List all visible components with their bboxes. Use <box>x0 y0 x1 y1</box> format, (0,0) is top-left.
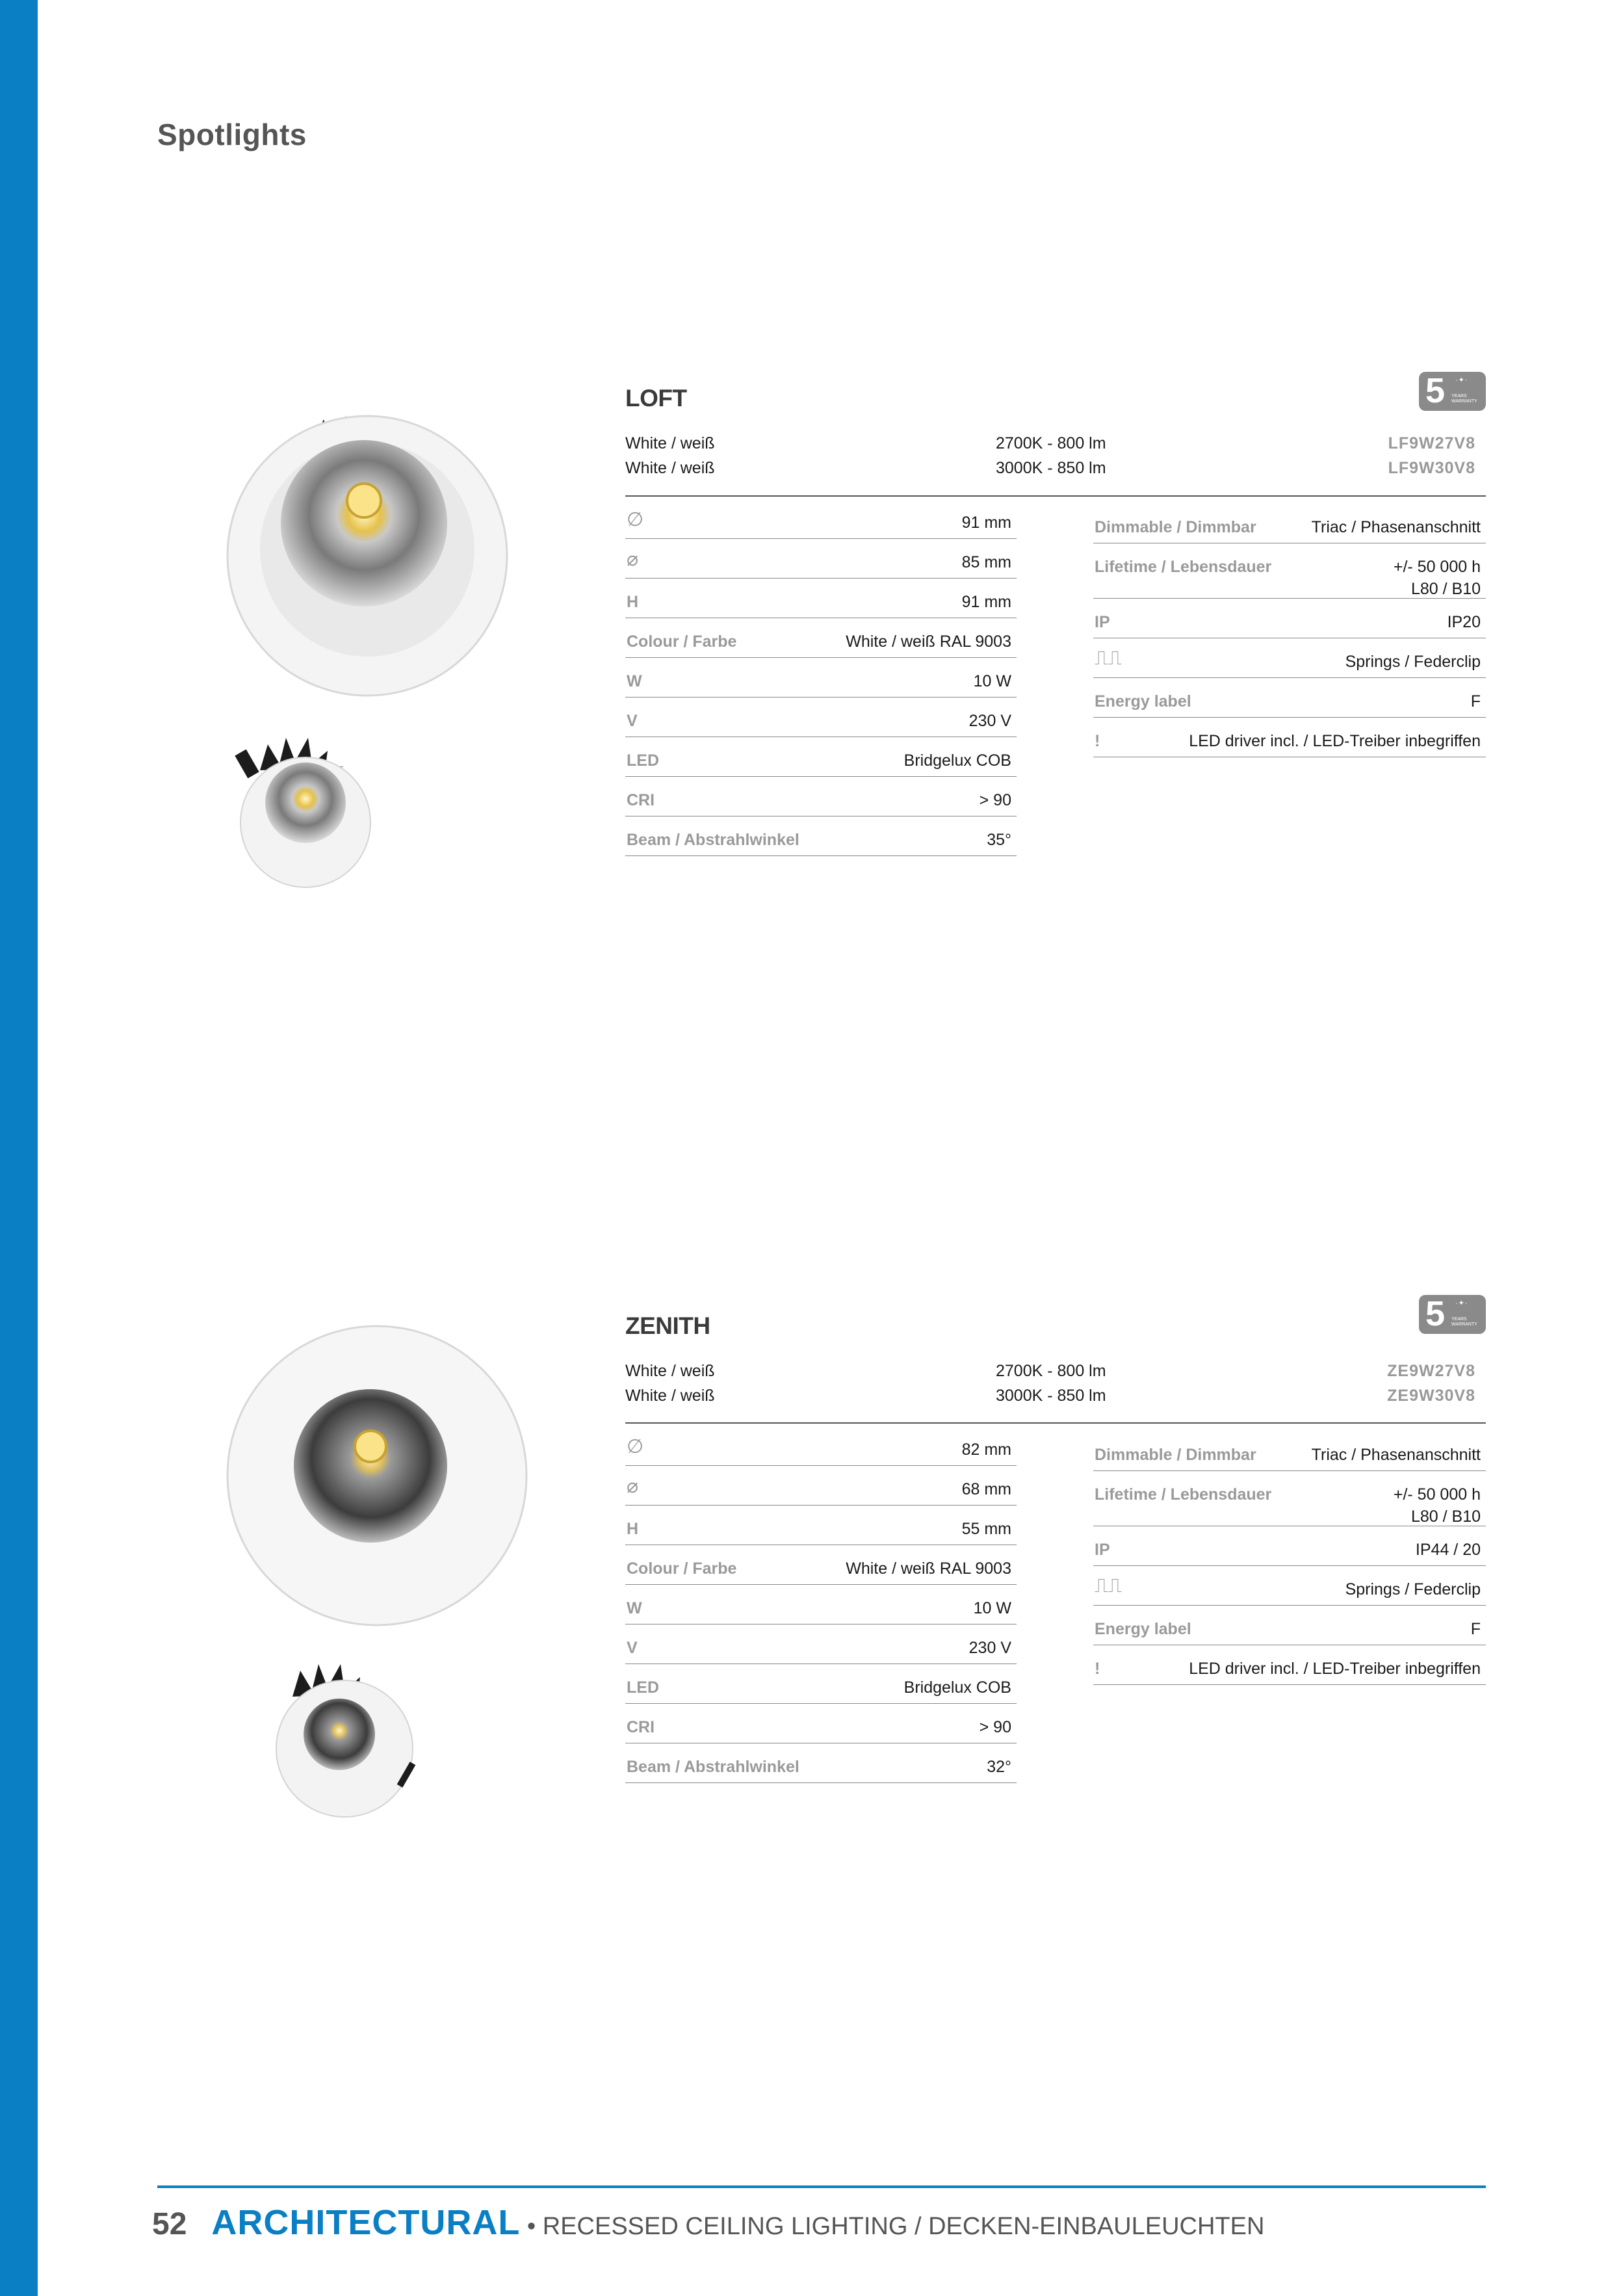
spec-value: F <box>1470 1620 1481 1638</box>
spec-value: 82 mm <box>961 1441 1011 1459</box>
warranty-years: 5 <box>1425 1294 1446 1333</box>
spec-value: 10 W <box>973 672 1011 690</box>
product-name: LOFT <box>625 385 687 411</box>
variant-color: White / weiß <box>625 1387 715 1405</box>
springs-icon: ⎍⎍ <box>1095 1575 1122 1597</box>
spec-row-beam <box>625 1743 1017 1783</box>
spec-row-diameter <box>625 1426 1017 1466</box>
spec-value: 230 V <box>968 712 1011 730</box>
spec-value: White / weiß RAL 9003 <box>846 1559 1011 1578</box>
footer-category: ARCHITECTURAL <box>211 2203 521 2242</box>
spec-row-beam <box>625 816 1017 856</box>
spec-key: Beam / Abstrahlwinkel <box>627 831 799 849</box>
spec-key: H <box>627 1520 639 1538</box>
variant-row <box>625 1387 1482 1411</box>
spec-value: 55 mm <box>961 1520 1011 1538</box>
warranty-label: YEARS WARRANTY <box>1451 394 1477 404</box>
spec-row-height <box>625 1506 1017 1545</box>
cutout-icon: ⌀ <box>627 549 639 570</box>
spec-key: IP <box>1095 1541 1110 1559</box>
spec-value: 91 mm <box>961 514 1011 532</box>
spec-value-secondary: L80 / B10 <box>1410 1507 1481 1526</box>
spec-table-right <box>1093 1431 1486 1685</box>
spec-value: 32° <box>987 1758 1011 1776</box>
spec-key: IP <box>1095 613 1110 631</box>
spec-row-energy <box>1093 1606 1486 1645</box>
spec-row-watt <box>625 658 1017 698</box>
warranty-years: 5 <box>1425 371 1446 410</box>
spec-value: Triac / Phasenanschnitt <box>1311 1446 1481 1464</box>
diameter-icon: ∅ <box>627 509 644 530</box>
spec-value: LED driver incl. / LED-Treiber inbegriffen <box>1189 732 1481 750</box>
spec-value: 35° <box>987 831 1011 849</box>
warning-icon: ! <box>1095 1660 1100 1678</box>
warranty-stars-icon: ·✦· <box>1455 376 1468 384</box>
footer-divider <box>157 2185 1486 2188</box>
page-number: 52 <box>152 2207 187 2241</box>
product-name: ZENITH <box>625 1312 710 1339</box>
spec-key: CRI <box>627 1718 655 1736</box>
spec-row-cri <box>625 777 1017 816</box>
spec-row-note <box>1093 1645 1486 1685</box>
spec-row-colour <box>625 1545 1017 1585</box>
divider <box>625 1422 1486 1424</box>
spec-row-voltage <box>625 1624 1017 1664</box>
spec-key: V <box>627 712 638 730</box>
springs-icon: ⎍⎍ <box>1095 647 1122 669</box>
spec-row-energy <box>1093 678 1486 718</box>
spec-key: H <box>627 593 639 611</box>
spec-value: IP20 <box>1447 613 1481 631</box>
variant-output: 2700K - 800 lm <box>996 434 1106 452</box>
cutout-icon: ⌀ <box>627 1476 639 1497</box>
spec-value: IP44 / 20 <box>1415 1541 1481 1559</box>
variant-code: ZE9W27V8 <box>1387 1362 1475 1380</box>
page-title: Spotlights <box>157 118 307 151</box>
variant-code: LF9W30V8 <box>1388 459 1475 477</box>
spec-row-dimmable <box>1093 1431 1486 1471</box>
spec-key: Beam / Abstrahlwinkel <box>627 1758 799 1776</box>
spec-value: > 90 <box>979 1718 1011 1736</box>
spec-row-ip <box>1093 1526 1486 1566</box>
spec-row-cutout <box>625 1466 1017 1506</box>
variant-color: White / weiß <box>625 459 715 477</box>
spec-value: 85 mm <box>961 553 1011 571</box>
spec-key: LED <box>627 1678 659 1697</box>
spec-row-led <box>625 1664 1017 1704</box>
spec-value: Bridgelux COB <box>903 751 1011 770</box>
variant-color: White / weiß <box>625 434 715 452</box>
spec-value: > 90 <box>979 791 1011 809</box>
spec-key: Colour / Farbe <box>627 1559 737 1578</box>
spec-key: Energy label <box>1095 1620 1191 1638</box>
spec-value: +/- 50 000 h <box>1393 558 1481 576</box>
variant-color: White / weiß <box>625 1362 715 1380</box>
spec-key: W <box>627 1599 642 1617</box>
spec-key: Dimmable / Dimmbar <box>1095 518 1256 536</box>
spec-value: F <box>1470 692 1481 711</box>
spec-row-note <box>1093 718 1486 757</box>
spec-value: 91 mm <box>961 593 1011 611</box>
zenith-product-image <box>208 1320 546 1827</box>
warranty-stars-icon: ·✦· <box>1455 1299 1468 1307</box>
diameter-icon: ∅ <box>627 1436 644 1457</box>
spec-row-cri <box>625 1704 1017 1743</box>
warranty-badge <box>1419 1295 1486 1334</box>
spec-value: Springs / Federclip <box>1345 653 1481 671</box>
variant-output: 3000K - 850 lm <box>996 1387 1106 1405</box>
spec-key: LED <box>627 751 659 770</box>
spec-value: Bridgelux COB <box>903 1678 1011 1697</box>
spec-row-led <box>625 737 1017 777</box>
page-footer <box>152 2202 1264 2243</box>
spec-key: Lifetime / Lebensdauer <box>1095 1485 1272 1504</box>
spec-row-mounting <box>1093 1566 1486 1606</box>
spec-row-voltage <box>625 698 1017 737</box>
variant-code: LF9W27V8 <box>1388 434 1475 452</box>
spec-table-left <box>625 1426 1017 1783</box>
spec-value: White / weiß RAL 9003 <box>846 633 1011 651</box>
footer-subtitle: • RECESSED CEILING LIGHTING / DECKEN-EINBAULEUCHTEN <box>520 2213 1265 2240</box>
spec-value: LED driver incl. / LED-Treiber inbegriffen <box>1189 1660 1481 1678</box>
spec-row-lifetime <box>1093 1471 1486 1526</box>
spec-key: Energy label <box>1095 692 1191 711</box>
spec-key: Colour / Farbe <box>627 633 737 651</box>
spec-row-watt <box>625 1585 1017 1624</box>
spec-value: Springs / Federclip <box>1345 1580 1481 1598</box>
variant-output: 3000K - 850 lm <box>996 459 1106 477</box>
spec-key: CRI <box>627 791 655 809</box>
spec-value: 10 W <box>973 1599 1011 1617</box>
spec-value-secondary: L80 / B10 <box>1410 580 1481 598</box>
spec-value: 68 mm <box>961 1480 1011 1498</box>
spec-key: Dimmable / Dimmbar <box>1095 1446 1256 1464</box>
spec-value: +/- 50 000 h <box>1393 1485 1481 1504</box>
spec-value: Triac / Phasenanschnitt <box>1311 518 1481 536</box>
warning-icon: ! <box>1095 732 1100 750</box>
spec-value: 230 V <box>968 1639 1011 1657</box>
warranty-label: YEARS WARRANTY <box>1451 1317 1477 1327</box>
variant-output: 2700K - 800 lm <box>996 1362 1106 1380</box>
spec-key: V <box>627 1639 638 1657</box>
spec-key: W <box>627 672 642 690</box>
spec-key: Lifetime / Lebensdauer <box>1095 558 1272 576</box>
variant-code: ZE9W30V8 <box>1387 1387 1475 1405</box>
variant-list <box>625 1362 1482 1411</box>
variant-row <box>625 1362 1482 1387</box>
